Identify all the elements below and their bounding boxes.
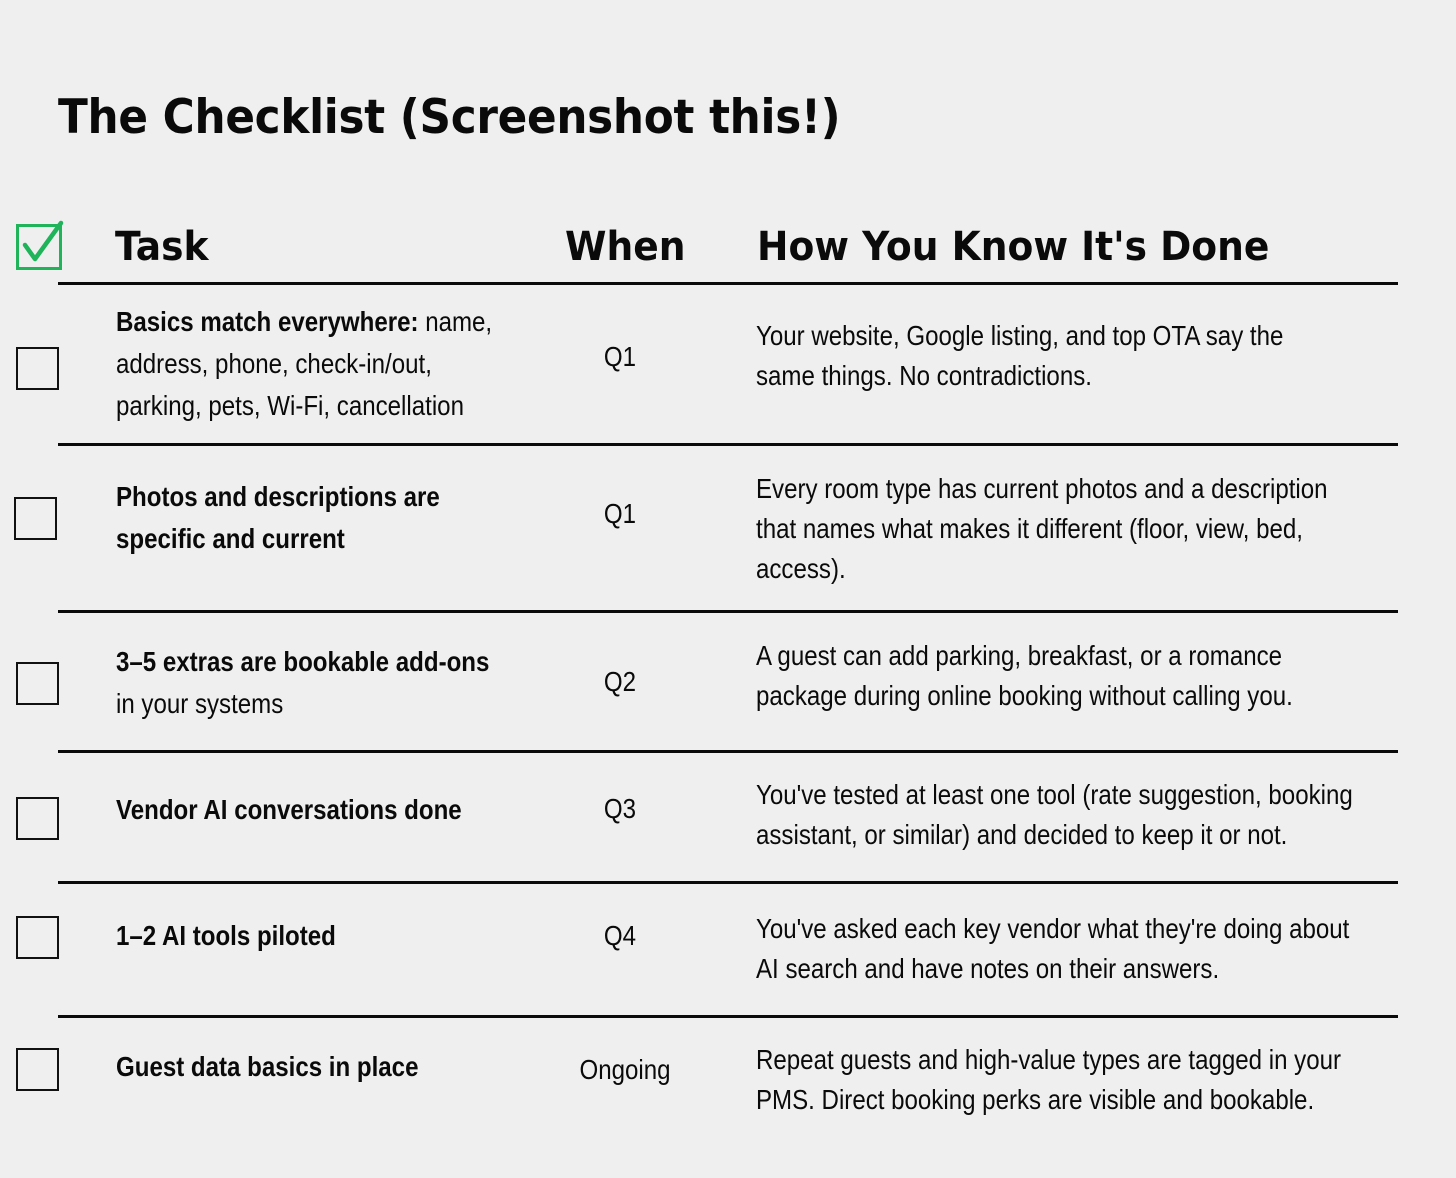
how-cell [756,636,1293,716]
row-checkbox[interactable] [16,1048,59,1091]
how-text: You've tested at least one tool (rate suggestion, booking [756,779,1353,810]
row-checkbox[interactable] [16,347,59,390]
column-header-when: When [565,224,686,270]
how-text: A guest can add parking, breakfast, or a romance [756,640,1283,671]
row-divider [58,443,1398,446]
task-text: in your systems [116,688,284,719]
when-cell: Q1 [603,341,637,372]
when-cell: Q3 [603,793,637,824]
row-checkbox[interactable] [16,916,59,959]
how-cell [756,316,1283,396]
task-bold: 1–2 AI tools piloted [116,920,336,951]
how-cell [756,909,1349,989]
how-text: that names what makes it different (floor, view, bed, [756,513,1303,544]
task-cell [116,301,493,427]
task-cell [116,476,486,560]
row-checkbox[interactable] [14,497,57,540]
how-text: assistant, or similar) and decided to keep it or not. [756,819,1288,850]
task-text: address, phone, check-in/out, [116,348,432,379]
header-checkbox-checked [16,224,62,270]
task-bold: Guest data basics in place [116,1051,419,1082]
task-text: name, [418,306,493,337]
how-text: You've asked each key vendor what they're doing about [756,913,1350,944]
checkmark-icon [21,219,65,267]
how-text: package during online booking without calling you. [756,680,1293,711]
row-divider [58,750,1398,753]
page-title: The Checklist (Screenshot this!) [58,90,841,145]
header-divider [58,282,1398,285]
how-text: same things. No contradictions. [756,360,1092,391]
task-cell [116,641,490,725]
task-bold: Vendor AI conversations done [116,794,462,825]
task-bold: 3–5 extras are bookable add-ons [116,646,490,677]
how-cell [756,469,1328,589]
column-header-how-you-know: How You Know It's Done [757,224,1270,270]
when-cell: Q4 [603,920,637,951]
task-cell [116,1046,486,1088]
task-cell [116,789,486,831]
how-text: Every room type has current photos and a description [756,473,1328,504]
task-bold: Basics match everywhere: [116,306,419,337]
task-bold: Photos and descriptions are [116,481,440,512]
task-cell [116,915,486,957]
how-cell [756,1040,1341,1120]
row-checkbox[interactable] [16,797,59,840]
row-checkbox[interactable] [16,662,59,705]
how-text: access). [756,553,846,584]
row-divider [58,610,1398,613]
how-text: Your website, Google listing, and top OTA say the [756,320,1284,351]
task-text: parking, pets, Wi-Fi, cancellation [116,390,464,421]
row-divider [58,1015,1398,1018]
when-cell: Q1 [603,498,637,529]
how-text: PMS. Direct booking perks are visible and bookable. [756,1084,1315,1115]
task-bold: specific and current [116,523,345,554]
how-text: Repeat guests and high-value types are tagged in your [756,1044,1342,1075]
when-cell: Q2 [603,666,637,697]
how-cell [756,775,1353,855]
column-header-task: Task [115,224,209,270]
row-divider [58,881,1398,884]
how-text: AI search and have notes on their answers. [756,953,1220,984]
when-cell: Ongoing [579,1054,671,1085]
